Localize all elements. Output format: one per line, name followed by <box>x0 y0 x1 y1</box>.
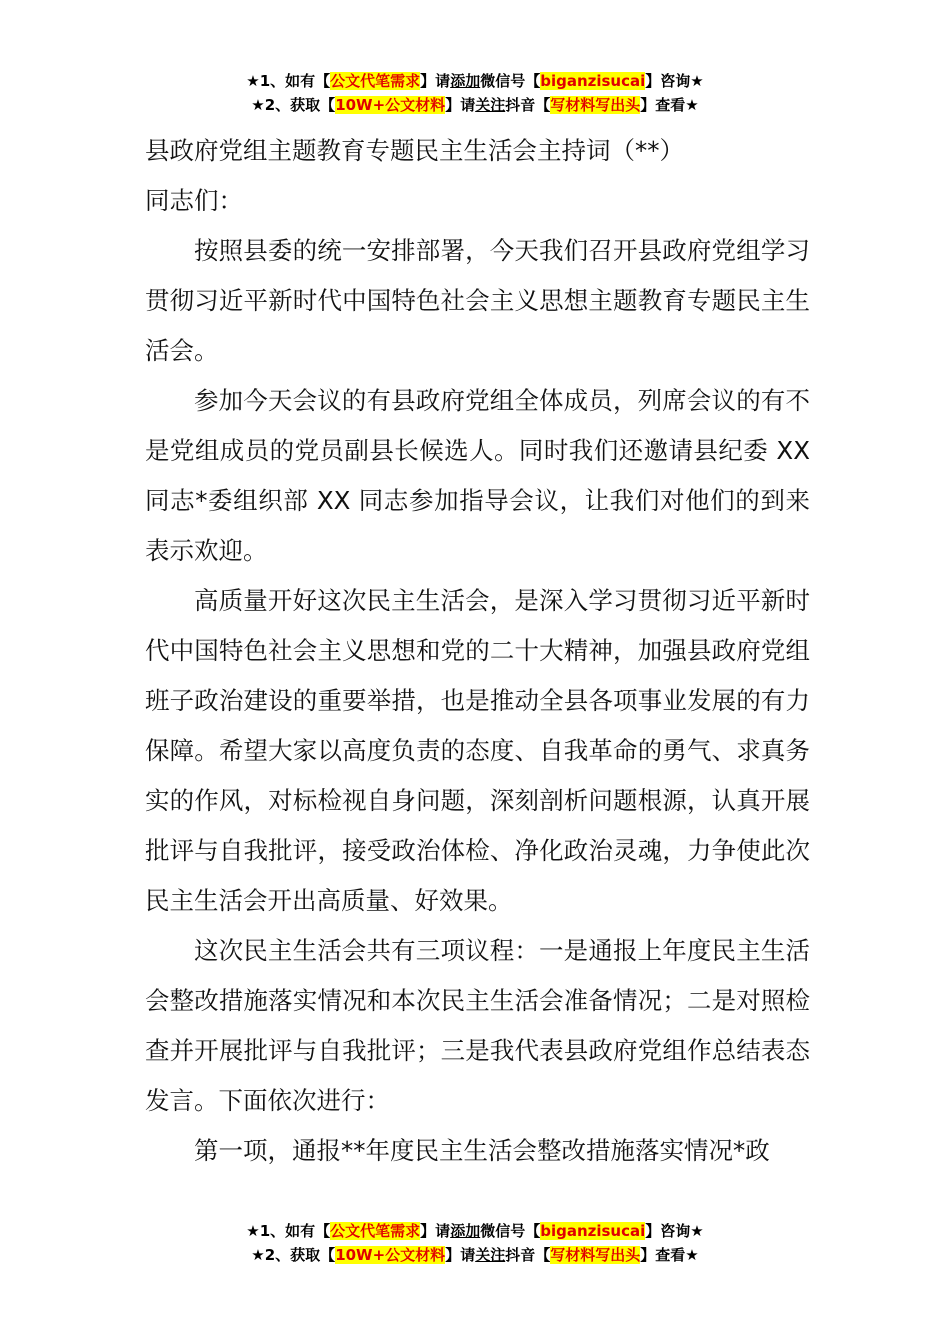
highlight-text: 公文代笔需求 <box>330 1222 421 1240</box>
highlight-text: 10W+公文材料 <box>335 96 446 114</box>
highlight-text: biganzisucai <box>540 1222 646 1240</box>
banner-line-1 <box>0 69 950 93</box>
highlight-text: 公文代笔需求 <box>330 72 421 90</box>
highlight-text: 写材料写出头 <box>550 96 641 114</box>
emphasis-text: 关注 <box>475 1246 506 1264</box>
banner-text: 微信号【 <box>480 72 541 90</box>
paragraph: 这次民主生活会共有三项议程：一是通报上年度民主生活会整改措施落实情况和本次民主生活会准备情况；二是对照检查并开展批评与自我批评；三是我代表县政府党组作总结表态发言。下面依次进行： <box>145 936 810 1115</box>
highlight-text: 写材料写出头 <box>550 1246 641 1264</box>
emphasis-text: 添加 <box>450 1222 481 1240</box>
banner-text: ★2、获取【 <box>251 96 336 114</box>
banner-line-2 <box>0 93 950 117</box>
paragraph: 参加今天会议的有县政府党组全体成员，列席会议的有不是党组成员的党员副县长候选人。同时我们还邀请县纪委 XX 同志*委组织部 XX 同志参加指导会议，让我们对他们的到来表示欢迎。 <box>145 386 810 565</box>
emphasis-text: 关注 <box>475 96 506 114</box>
banner-text: 抖音【 <box>505 1246 551 1264</box>
banner-text: 抖音【 <box>505 96 551 114</box>
banner-line-2 <box>0 1243 950 1267</box>
document-body <box>145 126 810 1176</box>
paragraph: 第一项，通报**年度民主生活会整改措施落实情况*政 <box>194 1136 770 1165</box>
header-banner <box>0 69 950 117</box>
banner-text: ★2、获取【 <box>251 1246 336 1264</box>
banner-text: ★1、如有【 <box>246 72 331 90</box>
banner-text: 】请 <box>420 72 451 90</box>
banner-text: 微信号【 <box>480 1222 541 1240</box>
banner-text: 】咨询★ <box>645 72 704 90</box>
highlight-text: 10W+公文材料 <box>335 1246 446 1264</box>
banner-line-1 <box>0 1219 950 1243</box>
banner-text: ★1、如有【 <box>246 1222 331 1240</box>
banner-text: 】请 <box>420 1222 451 1240</box>
banner-text: 】查看★ <box>640 1246 699 1264</box>
footer-banner <box>0 1219 950 1267</box>
highlight-text: biganzisucai <box>540 72 646 90</box>
emphasis-text: 添加 <box>450 72 481 90</box>
banner-text: 】请 <box>445 96 476 114</box>
paragraph: 高质量开好这次民主生活会，是深入学习贯彻习近平新时代中国特色社会主义思想和党的二十大精神，加强县政府党组班子政治建设的重要举措，也是推动全县各项事业发展的有力保障。希望大家以高度负责的态度、自我革命的勇气、求真务实的作风，对标检视自身问题，深刻剖析问题根源，认真开展批评与自我批评，接受政治体检、净化政治灵魂，力争使此次民主生活会开出高质量、好效果。 <box>145 586 810 915</box>
banner-text: 】咨询★ <box>645 1222 704 1240</box>
banner-text: 】查看★ <box>640 96 699 114</box>
document-title: 县政府党组主题教育专题民主生活会主持词（**） <box>145 136 684 165</box>
paragraph: 按照县委的统一安排部署，今天我们召开县政府党组学习贯彻习近平新时代中国特色社会主义思想主题教育专题民主生活会。 <box>145 236 810 365</box>
banner-text: 】请 <box>445 1246 476 1264</box>
salutation: 同志们： <box>145 186 243 215</box>
